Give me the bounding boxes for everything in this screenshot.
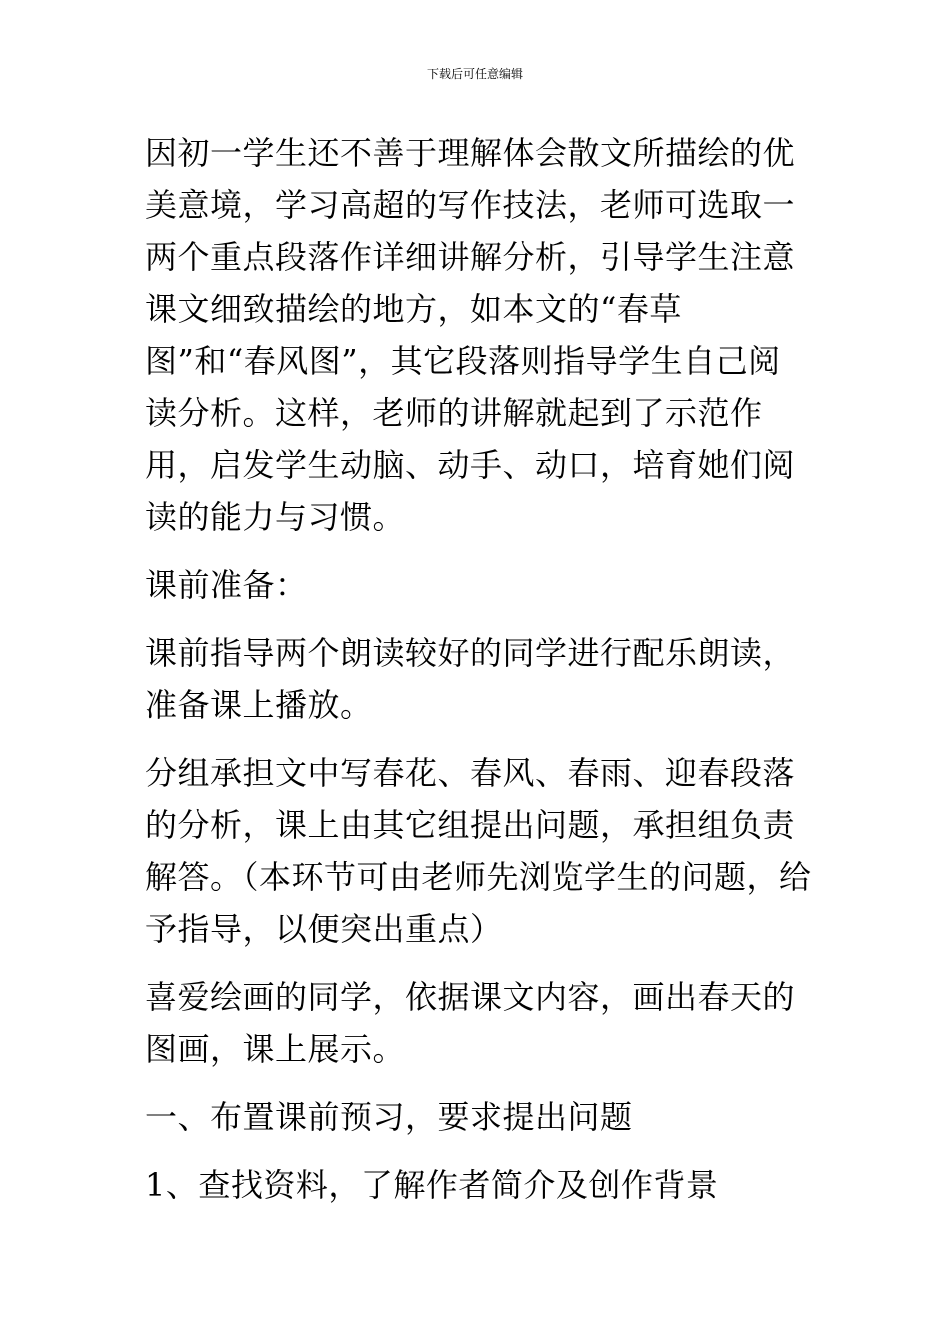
page-header: 下载后可任意编辑 [426,67,523,81]
list-item-one: 1、查找资料，了解作者简介及创作背景 [145,1166,719,1204]
heading-preparation: 课前准备： [145,566,308,604]
heading-section-one: 一、布置课前预习，要求提出问题 [145,1098,633,1136]
paragraph-drawing: 喜爱绘画的同学，依据课文内容，画出春天的图画，课上展示。 [145,978,796,1068]
document-body [145,127,813,1227]
paragraph-group-analysis: 分组承担文中写春花、春风、春雨、迎春段落的分析，课上由其它组提出问题，承担组负责解答。（本环节可由老师先浏览学生的问题，给予指导，以便突出重点） [145,754,812,948]
paragraph-teaching-method: 因初一学生还不善于理解体会散文所描绘的优美意境，学习高超的写作技法，老师可选取一两个重点段落作详细讲解分析，引导学生注意课文细致描绘的地方，如本文的“春草图”和“春风图”，其它段落则指导学生自己阅读分析。这样，老师的讲解就起到了示范作用，启发学生动脑、动手、动口，培育她们阅读的能力与习惯。 [145,134,796,536]
paragraph-reading-practice: 课前指导两个朗读较好的同学进行配乐朗读，准备课上播放。 [145,634,796,724]
